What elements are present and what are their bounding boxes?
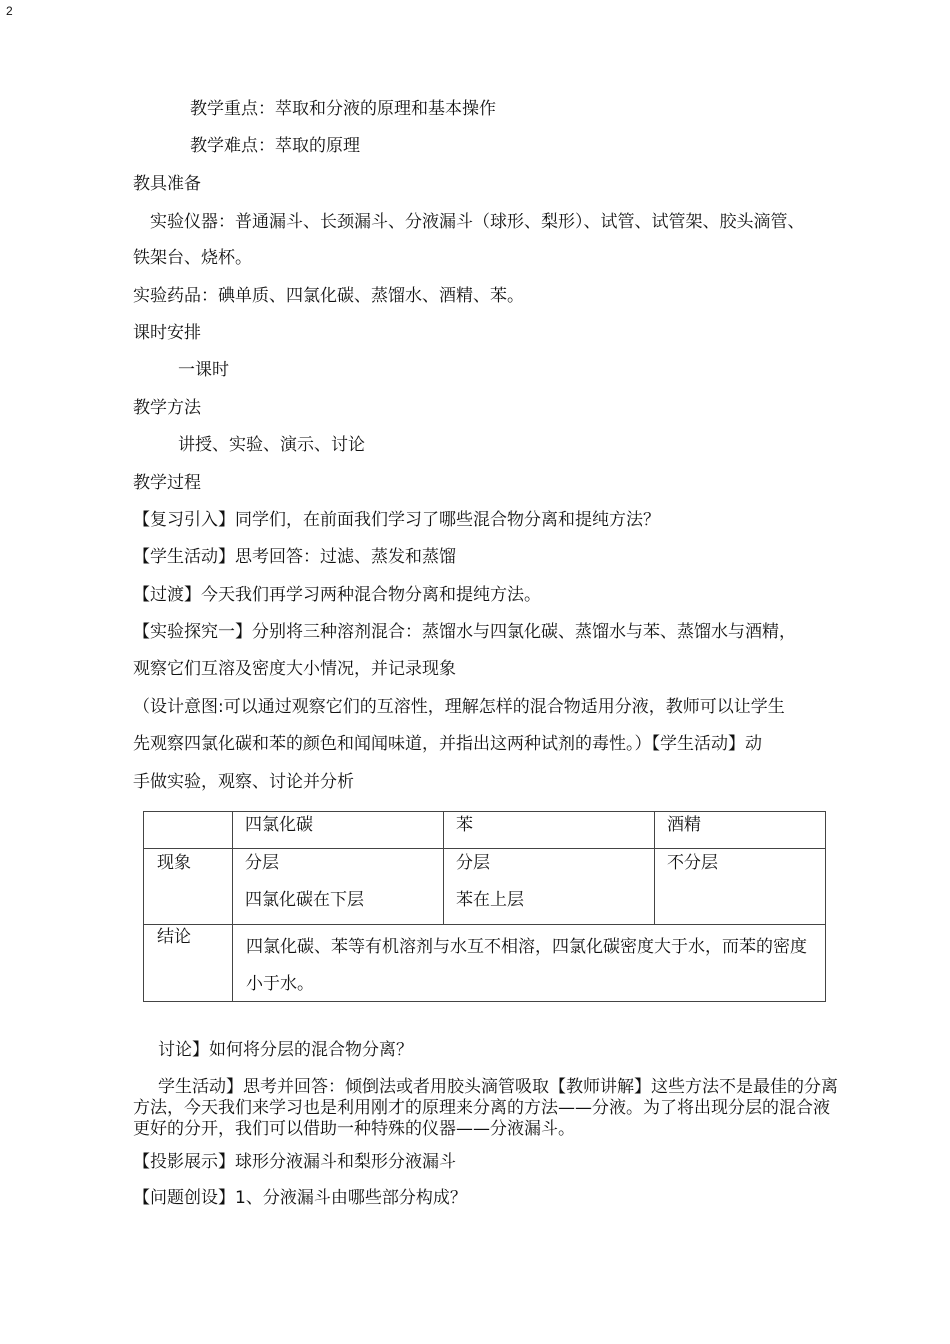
student-activity-paragraph: 学生活动】思考并回答：倾倒法或者用胶头滴管吸取【教师讲解】这些方法不是最佳的分离方法，今天我们来学习也是利用刚才的原理来分离的方法——分液。为了将出现分层的混合液更好的分开，我们可以借助一种特殊的仪器——分液漏斗。 — [133, 1077, 838, 1139]
process-heading: 教学过程 — [133, 473, 201, 493]
projection-line: 【投影展示】球形分液漏斗和梨形分液漏斗 — [133, 1152, 456, 1172]
teaching-difficult-point: 教学难点：萃取的原理 — [190, 136, 360, 156]
reagents-line: 实验药品：碘单质、四氯化碳、蒸馏水、酒精、苯。 — [133, 286, 524, 306]
ccl4-result-1: 分层 — [245, 853, 279, 873]
page-number: 2 — [6, 4, 13, 18]
tools-heading: 教具准备 — [133, 174, 201, 194]
teaching-key-point: 教学重点：萃取和分液的原理和基本操作 — [190, 99, 496, 119]
review-line: 【复习引入】同学们，在前面我们学习了哪些混合物分离和提纯方法？ — [133, 510, 660, 530]
design-intent-line-2: 先观察四氯化碳和苯的颜色和闻闻味道，并指出这两种试剂的毒性。）【学生活动】动 — [133, 734, 762, 754]
row-label-cell — [144, 849, 233, 925]
benzene-result-1: 分层 — [456, 853, 490, 873]
phenomenon-label: 现象 — [157, 853, 191, 873]
transition-line: 【过渡】今天我们再学习两种混合物分离和提纯方法。 — [133, 585, 541, 605]
discussion-line: 讨论】如何将分层的混合物分离？ — [158, 1040, 413, 1060]
table-row-phenomenon — [144, 849, 826, 925]
design-intent-line-3: 手做实验，观察、讨论并分析 — [133, 772, 354, 792]
table-cell — [655, 849, 826, 925]
student-activity-line: 【学生活动】思考回答：过滤、蒸发和蒸馏 — [133, 547, 456, 567]
schedule-value: 一课时 — [178, 360, 229, 380]
conclusion-text: 四氯化碳、苯等有机溶剂与水互不相溶，四氯化碳密度大于水，而苯的密度小于水。 — [246, 937, 807, 994]
table-cell — [233, 925, 826, 1002]
observation-table — [143, 811, 826, 1002]
schedule-heading: 课时安排 — [133, 323, 201, 343]
table-header-empty — [144, 812, 233, 849]
table-header-cell — [655, 812, 826, 849]
header-benzene: 苯 — [456, 815, 473, 835]
method-values: 讲授、实验、演示、讨论 — [178, 435, 365, 455]
table-header-cell — [444, 812, 655, 849]
alcohol-result: 不分层 — [667, 853, 718, 873]
question-line: 【问题创设】1、分液漏斗由哪些部分构成？ — [133, 1188, 467, 1208]
table-cell — [233, 849, 444, 925]
table-cell — [444, 849, 655, 925]
conclusion-label: 结论 — [157, 927, 191, 947]
row-label-cell — [144, 925, 233, 1002]
design-intent-line-1: （设计意图:可以通过观察它们的互溶性，理解怎样的混合物适用分液，教师可以让学生 — [133, 697, 785, 717]
instruments-line-1: 实验仪器：普通漏斗、长颈漏斗、分液漏斗（球形、梨形）、试管、试管架、胶头滴管、 — [150, 212, 805, 232]
header-ccl4: 四氯化碳 — [245, 815, 313, 835]
method-heading: 教学方法 — [133, 398, 201, 418]
header-alcohol: 酒精 — [667, 815, 701, 835]
benzene-result-2: 苯在上层 — [456, 890, 524, 910]
table-header-row — [144, 812, 826, 849]
table-header-cell — [233, 812, 444, 849]
instruments-line-2: 铁架台、烧杯。 — [133, 248, 252, 268]
explore-line-2: 观察它们互溶及密度大小情况，并记录现象 — [133, 659, 456, 679]
table-row-conclusion — [144, 925, 826, 1002]
explore-line-1: 【实验探究一】分别将三种溶剂混合：蒸馏水与四氯化碳、蒸馏水与苯、蒸馏水与酒精， — [133, 622, 796, 642]
ccl4-result-2: 四氯化碳在下层 — [245, 890, 364, 910]
